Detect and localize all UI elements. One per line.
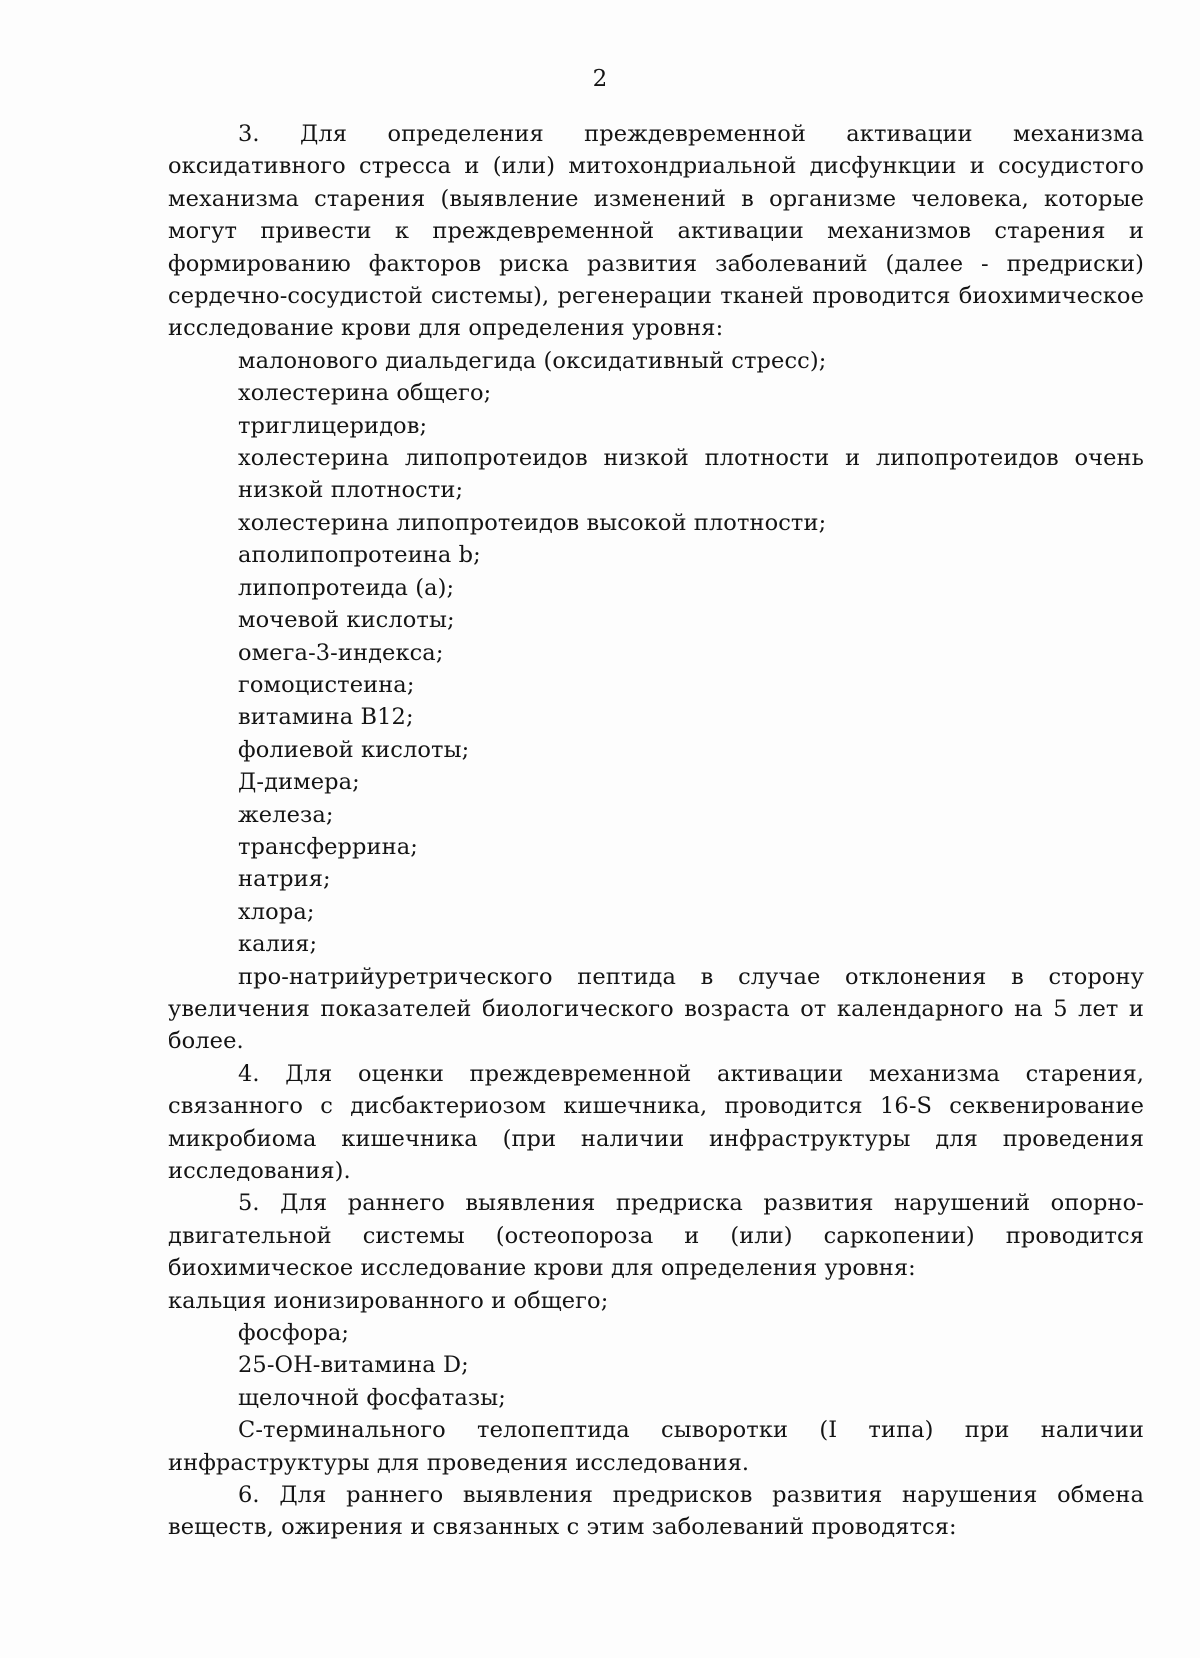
- list-item: Д-димера;: [238, 769, 360, 796]
- list-item: трансферрина;: [238, 833, 418, 860]
- list-item: хлора;: [238, 898, 315, 925]
- section-3-intro: 3. Для определения преждевременной активации механизма оксидативного стресса и (или) митохондриальной дисфункции и сосудистого механизма старения (выявление изменений в организме человека, которые могут привести к преждевременной активации механизмов старения и формированию факторов риска развития заболеваний (далее - предриски) сердечно-сосудистой системы), регенерации тканей проводится биохимическое исследование крови для определения уровня:: [168, 121, 1144, 342]
- list-item: омега-3-индекса;: [238, 639, 444, 666]
- document-body: [168, 118, 1144, 1544]
- list-item: холестерина общего;: [238, 380, 492, 407]
- list-item: витамина В12;: [238, 704, 414, 731]
- section-3-closing: про-натрийуретрического пептида в случае отклонения в сторону увеличения показателей биологического возраста от календарного на 5 лет и более.: [168, 963, 1144, 1055]
- section-5-closing: С-терминального телопептида сыворотки (I типа) при наличии инфраструктуры для проведения исследования.: [168, 1417, 1144, 1476]
- list-item: калия;: [238, 931, 318, 958]
- list-item: натрия;: [238, 866, 331, 893]
- page-number: 2: [592, 66, 608, 92]
- list-item: холестерина липопротеидов низкой плотности и липопротеидов очень низкой плотности;: [238, 445, 1144, 504]
- list-item: 25-ОН-витамина D;: [238, 1352, 469, 1379]
- list-item: аполипопротеина b;: [238, 542, 481, 569]
- list-item: щелочной фосфатазы;: [238, 1384, 506, 1411]
- list-item: малонового диальдегида (оксидативный стресс);: [238, 347, 827, 374]
- list-item: фосфора;: [238, 1320, 350, 1347]
- section-6-paragraph: 6. Для раннего выявления предрисков развития нарушения обмена веществ, ожирения и связанных с этим заболеваний проводятся:: [168, 1482, 1144, 1541]
- list-item: триглицеридов;: [238, 412, 428, 439]
- list-item: липопротеида (а);: [238, 574, 455, 601]
- list-item: холестерина липопротеидов высокой плотности;: [238, 509, 827, 536]
- section-5-intro: 5. Для раннего выявления предриска развития нарушений опорно-двигательной системы (остеопороза и (или) саркопении) проводится биохимическое исследование крови для определения уровня:: [168, 1190, 1144, 1282]
- list-item: кальция ионизированного и общего;: [168, 1287, 609, 1314]
- list-item: железа;: [238, 801, 334, 828]
- list-item: мочевой кислоты;: [238, 607, 455, 634]
- section-4-paragraph: 4. Для оценки преждевременной активации механизма старения, связанного с дисбактериозом кишечника, проводится 16-S секвенирование микробиома кишечника (при наличии инфраструктуры для проведения исследования).: [168, 1060, 1144, 1184]
- list-item: гомоцистеина;: [238, 671, 415, 698]
- list-item: фолиевой кислоты;: [238, 736, 470, 763]
